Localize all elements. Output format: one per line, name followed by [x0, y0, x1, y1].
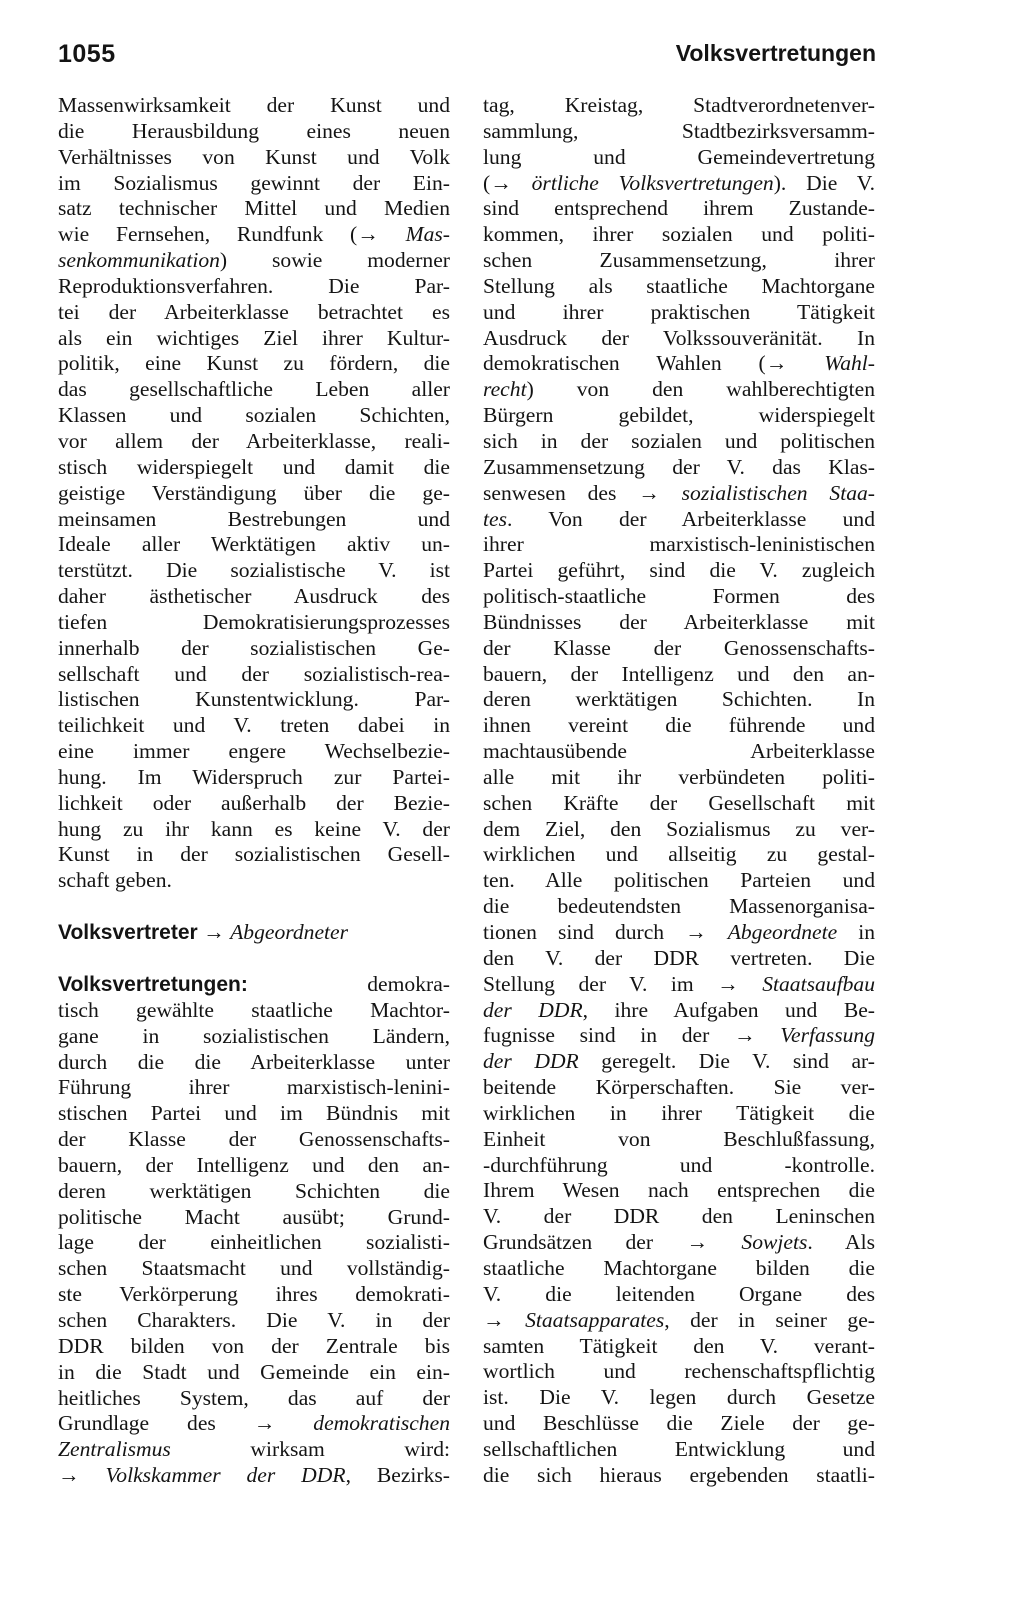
text-line: lichkeit oder außerhalb der Bezie- — [58, 790, 450, 815]
text-line: tes. Von der Arbeiterklasse und — [483, 506, 875, 531]
text-line: dem Ziel, den Sozialismus zu ver- — [483, 816, 875, 841]
text-line: innerhalb der sozialistischen Ge- — [58, 635, 450, 660]
text-line: und ihrer praktischen Tätigkeit — [483, 299, 875, 324]
text-line: daher ästhetischer Ausdruck des — [58, 584, 450, 609]
text-line: -durchführung und -kontrolle. — [483, 1152, 875, 1177]
text-line: Stellung der V. im → Staatsaufbau — [483, 971, 875, 996]
text-line: machtausübende Arbeiterklasse — [483, 739, 875, 764]
text-line: geistige Verständigung über die ge- — [58, 480, 450, 505]
text-line: DDR bilden von der Zentrale bis — [58, 1333, 450, 1358]
text-line: Führung ihrer marxistisch-lenini- — [58, 1075, 450, 1100]
text-line: politik, eine Kunst zu fördern, die — [58, 351, 450, 376]
text-line: wirklichen und allseitig zu gestal- — [483, 842, 875, 867]
entry-gap — [58, 894, 450, 920]
text-line: senkommunikation) sowie moderner — [58, 248, 450, 273]
text-line: (→ örtliche Volksvertretungen). Die V. — [483, 170, 875, 195]
left-column — [58, 93, 450, 1489]
headword-volksvertreter: Volksvertreter — [58, 921, 198, 945]
text-line: tag, Kreistag, Stadtverordnetenver- — [483, 93, 875, 117]
text-line: ihrer marxistisch-leninistischen — [483, 532, 875, 557]
text-line: tei der Arbeiterklasse betrachtet es — [58, 299, 450, 324]
entry-gap — [58, 946, 450, 972]
text-line: das gesellschaftliche Leben aller — [58, 377, 450, 402]
text-line: beitende Körperschaften. Sie ver- — [483, 1075, 875, 1100]
text-line: tiefen Demokratisierungsprozesses — [58, 609, 450, 634]
text-line: und Beschlüsse die Ziele der ge- — [483, 1411, 875, 1436]
text-line: wortlich und rechenschaftspflichtig — [483, 1359, 875, 1384]
text-line: ist. Die V. legen durch Gesetze — [483, 1385, 875, 1410]
text-line: die bedeutendsten Massenorganisa- — [483, 894, 875, 919]
text-line: gane in sozialistischen Ländern, — [58, 1023, 450, 1048]
text-line: Ideale aller Werktätigen aktiv un- — [58, 532, 450, 557]
text-line: sammlung, Stadtbezirksversamm- — [483, 118, 875, 143]
paragraph-continuation — [58, 93, 450, 894]
text-line: Kunst in der sozialistischen Gesell- — [58, 842, 450, 867]
text-line: wirklichen in ihrer Tätigkeit die — [483, 1100, 875, 1125]
definition-start: demokra- — [367, 972, 450, 996]
text-line: schen Charakters. Die V. in der — [58, 1307, 450, 1332]
text-line: V. die leitenden Organe des — [483, 1281, 875, 1306]
text-line: ste Verkörperung ihres demokrati- — [58, 1282, 450, 1307]
text-line: Klassen und sozialen Schichten, — [58, 403, 450, 428]
text-line: Stellung als staatliche Machtorgane — [483, 273, 875, 298]
text-line: Ausdruck der Volkssouveränität. In — [483, 325, 875, 350]
text-line: hung zu ihr kann es keine V. der — [58, 816, 450, 841]
text-line: staatliche Machtorgane bilden die — [483, 1255, 875, 1280]
text-line: Partei geführt, sind die V. zugleich — [483, 558, 875, 583]
text-line: Bündnisses der Arbeiterklasse mit — [483, 609, 875, 634]
text-line: die sich hieraus ergebenden staatli- — [483, 1462, 875, 1487]
text-line: lung und Gemeindevertretung — [483, 144, 875, 169]
text-line: satz technischer Mittel und Medien — [58, 196, 450, 221]
text-line: hung. Im Widerspruch zur Partei- — [58, 764, 450, 789]
entry-volksvertretungen-continuation — [483, 93, 875, 1489]
text-line: recht) von den wahlberechtigten — [483, 377, 875, 402]
text-line: Zentralismus wirksam wird: — [58, 1437, 450, 1462]
text-line: samten Tätigkeit den V. verant- — [483, 1333, 875, 1358]
text-line: Massenwirksamkeit der Kunst und — [58, 93, 450, 117]
text-line: stischen Partei und im Bündnis mit — [58, 1101, 450, 1126]
text-line: bauern, der Intelligenz und den an- — [483, 661, 875, 686]
text-line: tisch gewählte staatliche Machtor- — [58, 997, 450, 1022]
text-line: politisch-staatliche Formen des — [483, 584, 875, 609]
text-line: im Sozialismus gewinnt der Ein- — [58, 170, 450, 195]
text-line: listischen Kunstentwicklung. Par- — [58, 687, 450, 712]
text-line: tionen sind durch → Abgeordnete in — [483, 920, 876, 944]
text-line: Verhältnisses von Kunst und Volk — [58, 144, 450, 169]
text-line: Reproduktionsverfahren. Die Par- — [58, 273, 450, 298]
text-line: der DDR geregelt. Die V. sind ar- — [483, 1049, 875, 1074]
text-line: bauern, der Intelligenz und den an- — [58, 1152, 450, 1177]
headword-volksvertretungen: Volksvertretungen: — [58, 973, 248, 996]
text-line: teilichkeit und V. treten dabei in — [58, 713, 450, 738]
text-line: ten. Alle politischen Parteien und — [483, 868, 875, 893]
text-line: terstützt. Die sozialistische V. ist — [58, 558, 450, 583]
text-line: politische Macht ausübt; Grund- — [58, 1204, 450, 1229]
entry-volksvertretungen-body — [58, 998, 450, 1489]
entry-volksvertretungen-first-line — [58, 972, 450, 998]
running-head: Volksvertretungen — [675, 40, 876, 66]
text-line: meinsamen Bestrebungen und — [58, 506, 450, 531]
text-line: sind entsprechend ihrem Zustande- — [483, 196, 875, 221]
text-line: kommen, ihrer sozialen und politi- — [483, 222, 875, 247]
text-line: der Klasse der Genossenschafts- — [483, 635, 875, 660]
text-line: ihnen vereint die führende und — [483, 713, 875, 738]
text-line: schaft geben. — [58, 868, 172, 893]
text-line: schen Staatsmacht und vollständig- — [58, 1256, 450, 1281]
text-line: deren werktätigen Schichten die — [58, 1178, 450, 1203]
text-line: sellschaft und der sozialistisch-rea- — [58, 661, 450, 686]
text-line: → Staatsapparates, der in seiner ge- — [483, 1307, 875, 1332]
page-number: 1055 — [58, 40, 116, 68]
text-line: alle mit ihr verbündeten politi- — [483, 764, 875, 789]
right-column — [483, 93, 875, 1489]
text-line: senwesen des → sozialistischen Staa- — [483, 480, 876, 505]
text-line: vor allem der Arbeiterklasse, reali- — [58, 428, 450, 453]
text-line: V. der DDR den Leninschen — [483, 1204, 875, 1229]
text-line: eine immer engere Wechselbezie- — [58, 739, 450, 764]
text-line: Ihrem Wesen nach entsprechen die — [483, 1178, 875, 1203]
entry-volksvertreter — [58, 920, 450, 946]
text-line: → Volkskammer der DDR, Bezirks- — [58, 1463, 450, 1488]
text-line: als ein wichtiges Ziel ihrer Kultur- — [58, 325, 450, 350]
text-line: Grundsätzen der → Sowjets. Als — [483, 1230, 875, 1255]
text-line: sich in der sozialen und politischen — [483, 428, 875, 453]
text-line: heitliches System, das auf der — [58, 1385, 450, 1410]
text-line: Einheit von Beschlußfassung, — [483, 1126, 875, 1151]
text-line: der Klasse der Genossenschafts- — [58, 1127, 450, 1152]
text-line: deren werktätigen Schichten. In — [483, 687, 875, 712]
text-line: die Herausbildung eines neuen — [58, 118, 450, 143]
cross-reference-abgeordneter: Abgeordneter — [230, 920, 349, 945]
text-line: lage der einheitlichen sozialisti- — [58, 1230, 450, 1255]
text-line: durch die die Arbeiterklasse unter — [58, 1049, 450, 1074]
text-line: schen Zusammensetzung, ihrer — [483, 248, 875, 273]
text-line: stisch widerspiegelt und damit die — [58, 454, 450, 479]
cross-reference-arrow: → — [203, 920, 225, 945]
text-line: Bürgern gebildet, widerspiegelt — [483, 403, 875, 428]
text-line: Zusammensetzung der V. das Klas- — [483, 454, 875, 479]
text-line: wie Fernsehen, Rundfunk (→ Mas- — [58, 222, 450, 247]
text-line: demokratischen Wahlen (→ Wahl- — [483, 351, 875, 376]
text-line: sellschaftlichen Entwicklung und — [483, 1436, 875, 1461]
text-line: schen Kräfte der Gesellschaft mit — [483, 790, 875, 815]
text-line: fugnisse sind in der → Verfassung — [483, 1023, 875, 1048]
text-line: den V. der DDR vertreten. Die — [483, 945, 875, 970]
text-line: in die Stadt und Gemeinde ein ein- — [58, 1359, 450, 1384]
text-line: Grundlage des → demokratischen — [58, 1411, 450, 1436]
text-line: der DDR, ihre Aufgaben und Be- — [483, 997, 875, 1022]
